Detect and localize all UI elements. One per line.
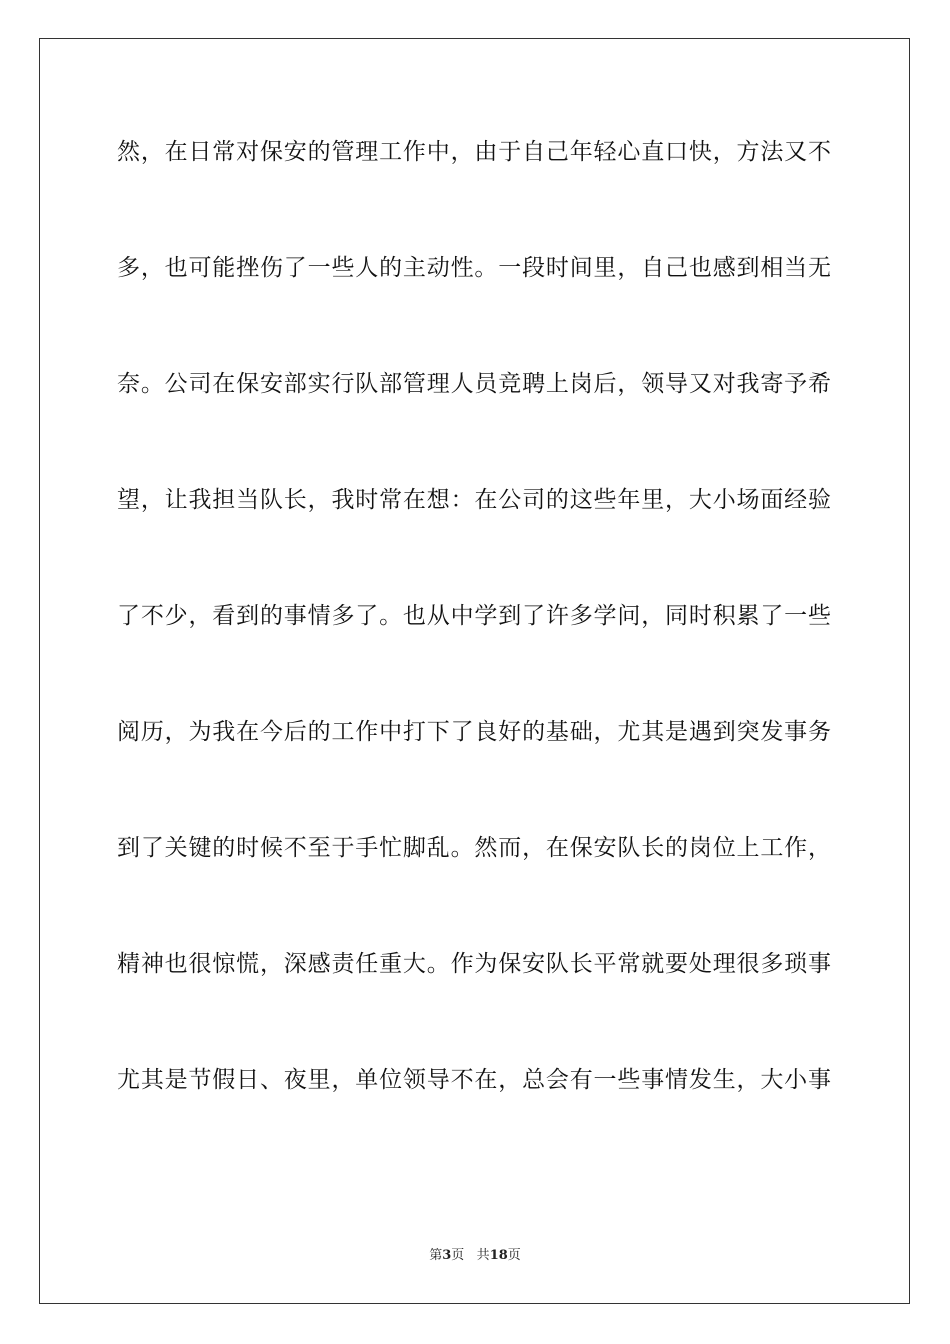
page-border	[39, 38, 910, 1304]
body-text-line: 精神也很惊慌，深感责任重大。作为保安队长平常就要处理很多琐事	[117, 951, 831, 977]
page-number-total: 18	[489, 1248, 508, 1263]
body-text-line: 多，也可能挫伤了一些人的主动性。一段时间里，自己也感到相当无	[117, 255, 831, 281]
page-total-suffix: 页	[507, 1248, 521, 1263]
page-number-suffix: 页	[451, 1248, 465, 1263]
body-text-line: 了不少，看到的事情多了。也从中学到了许多学问，同时积累了一些	[117, 603, 831, 629]
body-text-line: 到了关键的时候不至于手忙脚乱。然而，在保安队长的岗位上工作，	[117, 835, 831, 861]
body-text-line: 尤其是节假日、夜里，单位领导不在，总会有一些事情发生，大小事	[117, 1067, 831, 1093]
page-number-prefix: 第	[429, 1248, 443, 1263]
body-text-line: 望，让我担当队长，我时常在想：在公司的这些年里，大小场面经验	[117, 487, 831, 513]
page-number-current: 3	[442, 1248, 452, 1263]
body-text-line: 奈。公司在保安部实行队部管理人员竞聘上岗后，领导又对我寄予希	[117, 371, 831, 397]
body-text-line: 然，在日常对保安的管理工作中，由于自己年轻心直口快，方法又不	[117, 139, 831, 165]
page-footer	[0, 1247, 950, 1265]
page-total-prefix: 共	[476, 1248, 490, 1263]
body-text-line: 阅历，为我在今后的工作中打下了良好的基础，尤其是遇到突发事务	[117, 719, 831, 745]
